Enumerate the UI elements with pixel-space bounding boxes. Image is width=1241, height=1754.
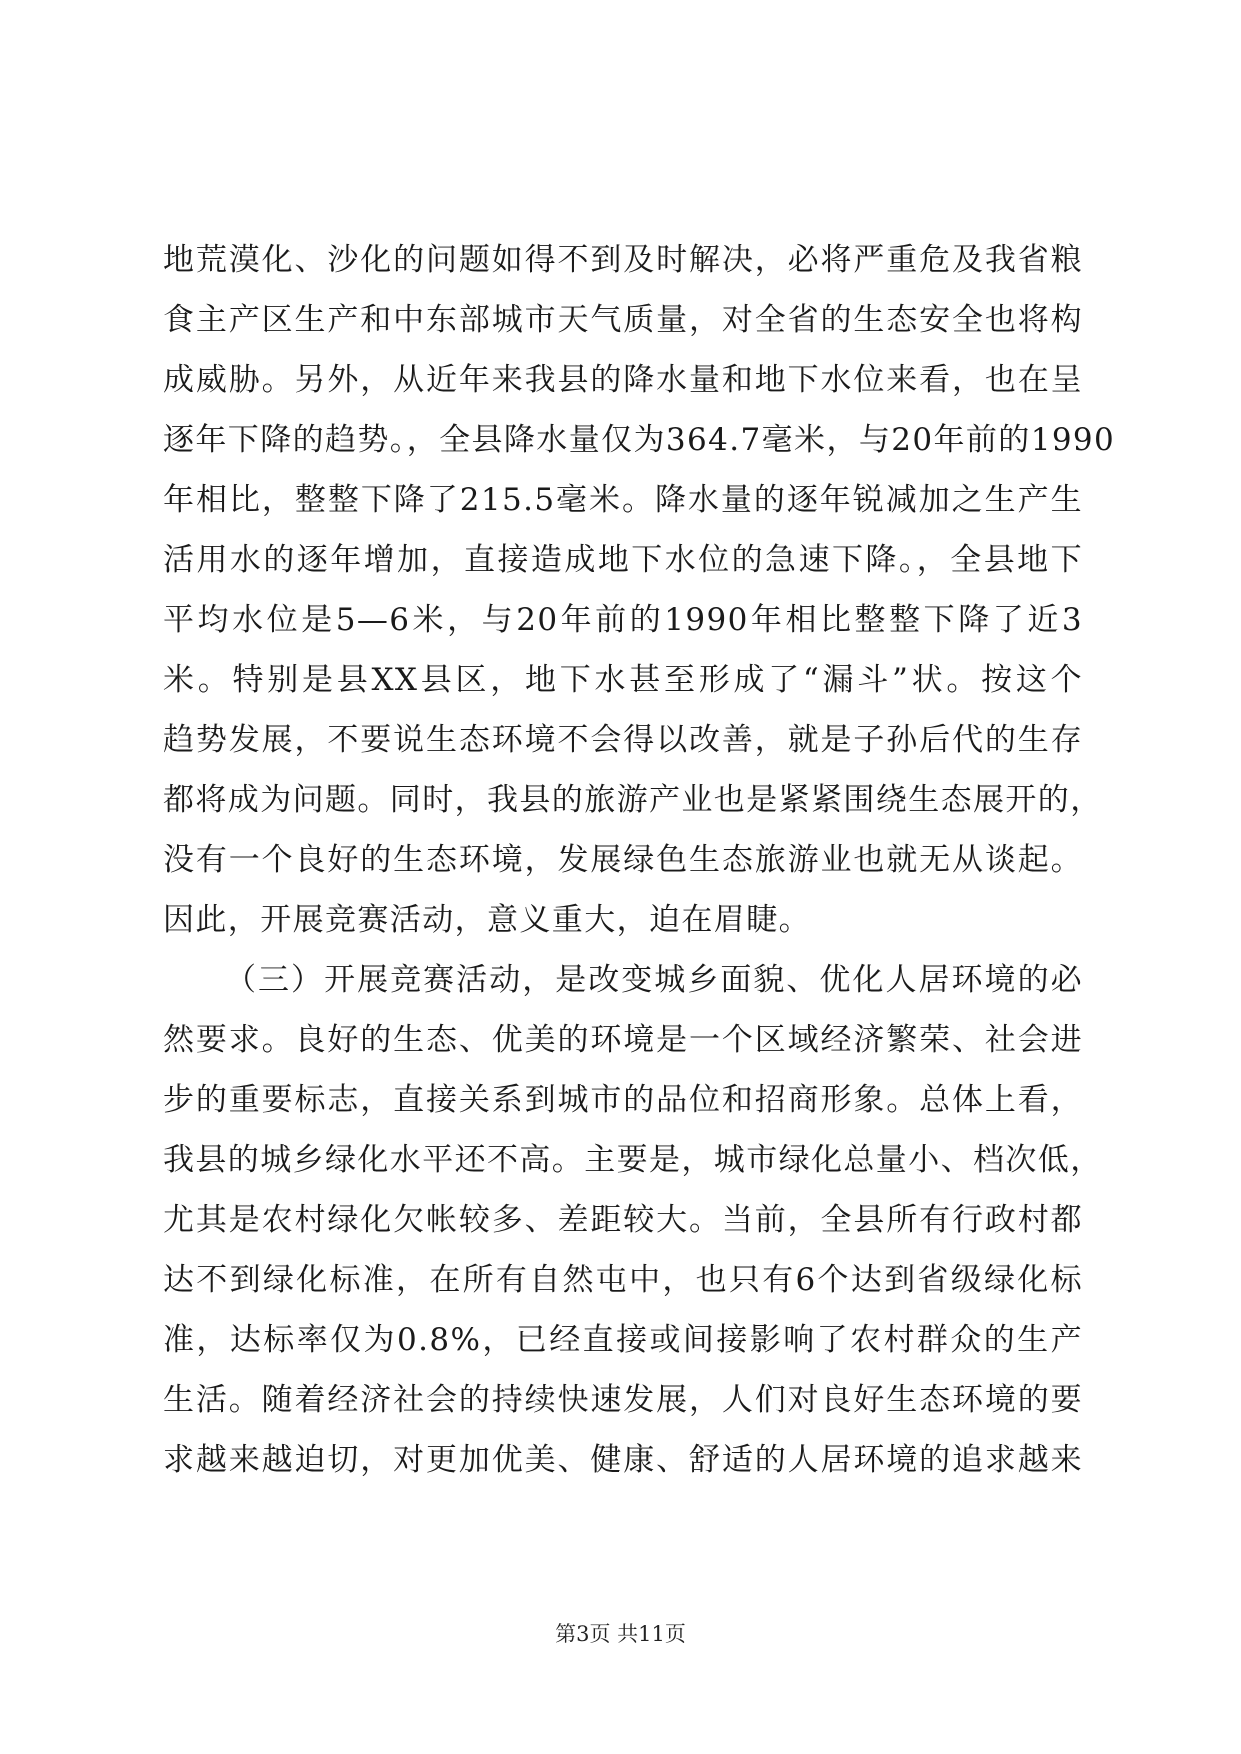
- text-line: 然要求。良好的生态、优美的环境是一个区域经济繁荣、社会进: [163, 1022, 1083, 1058]
- text-line: 我县的城乡绿化水平还不高。主要是，城市绿化总量小、档次低，: [163, 1142, 1103, 1178]
- text-line: 成威胁。另外，从近年来我县的降水量和地下水位来看，也在呈: [163, 362, 1083, 398]
- document-body: [163, 230, 1116, 1490]
- text-line: 逐年下降的趋势。，全县降水量仅为364.7毫米，与20年前的1990: [163, 422, 1116, 458]
- text-line: 食主产区生产和中东部城市天气质量，对全省的生态安全也将构: [163, 302, 1083, 338]
- page-number-footer: 第3页 共11页: [555, 1622, 686, 1646]
- text-line: 达不到绿化标准，在所有自然屯中，也只有6个达到省级绿化标: [163, 1262, 1083, 1298]
- text-line: 尤其是农村绿化欠帐较多、差距较大。当前，全县所有行政村都: [163, 1202, 1083, 1238]
- text-line: 求越来越迫切，对更加优美、健康、舒适的人居环境的追求越来: [163, 1442, 1083, 1478]
- text-line: 准，达标率仅为0.8%，已经直接或间接影响了农村群众的生产: [163, 1322, 1083, 1358]
- text-line: 没有一个良好的生态环境，发展绿色生态旅游业也就无从谈起。: [163, 842, 1083, 878]
- text-line: 地荒漠化、沙化的问题如得不到及时解决，必将严重危及我省粮: [163, 242, 1083, 278]
- text-line: 生活。随着经济社会的持续快速发展，人们对良好生态环境的要: [163, 1382, 1083, 1418]
- text-line: 平均水位是5—6米，与20年前的1990年相比整整下降了近3: [163, 602, 1083, 638]
- text-line: 趋势发展，不要说生态环境不会得以改善，就是子孙后代的生存: [163, 722, 1083, 758]
- text-line: 因此，开展竞赛活动，意义重大，迫在眉睫。: [163, 902, 811, 938]
- text-line: 都将成为问题。同时，我县的旅游产业也是紧紧围绕生态展开的，: [163, 782, 1103, 818]
- paragraph-first-line: （三）开展竞赛活动，是改变城乡面貌、优化人居环境的必: [225, 962, 1083, 998]
- text-line: 步的重要标志，直接关系到城市的品位和招商形象。总体上看，: [163, 1082, 1083, 1118]
- text-line: 活用水的逐年增加，直接造成地下水位的急速下降。，全县地下: [163, 542, 1083, 578]
- text-line: 米。特别是县XX县区，地下水甚至形成了“漏斗”状。按这个: [163, 662, 1083, 698]
- text-line: 年相比，整整下降了215.5毫米。降水量的逐年锐减加之生产生: [163, 482, 1083, 518]
